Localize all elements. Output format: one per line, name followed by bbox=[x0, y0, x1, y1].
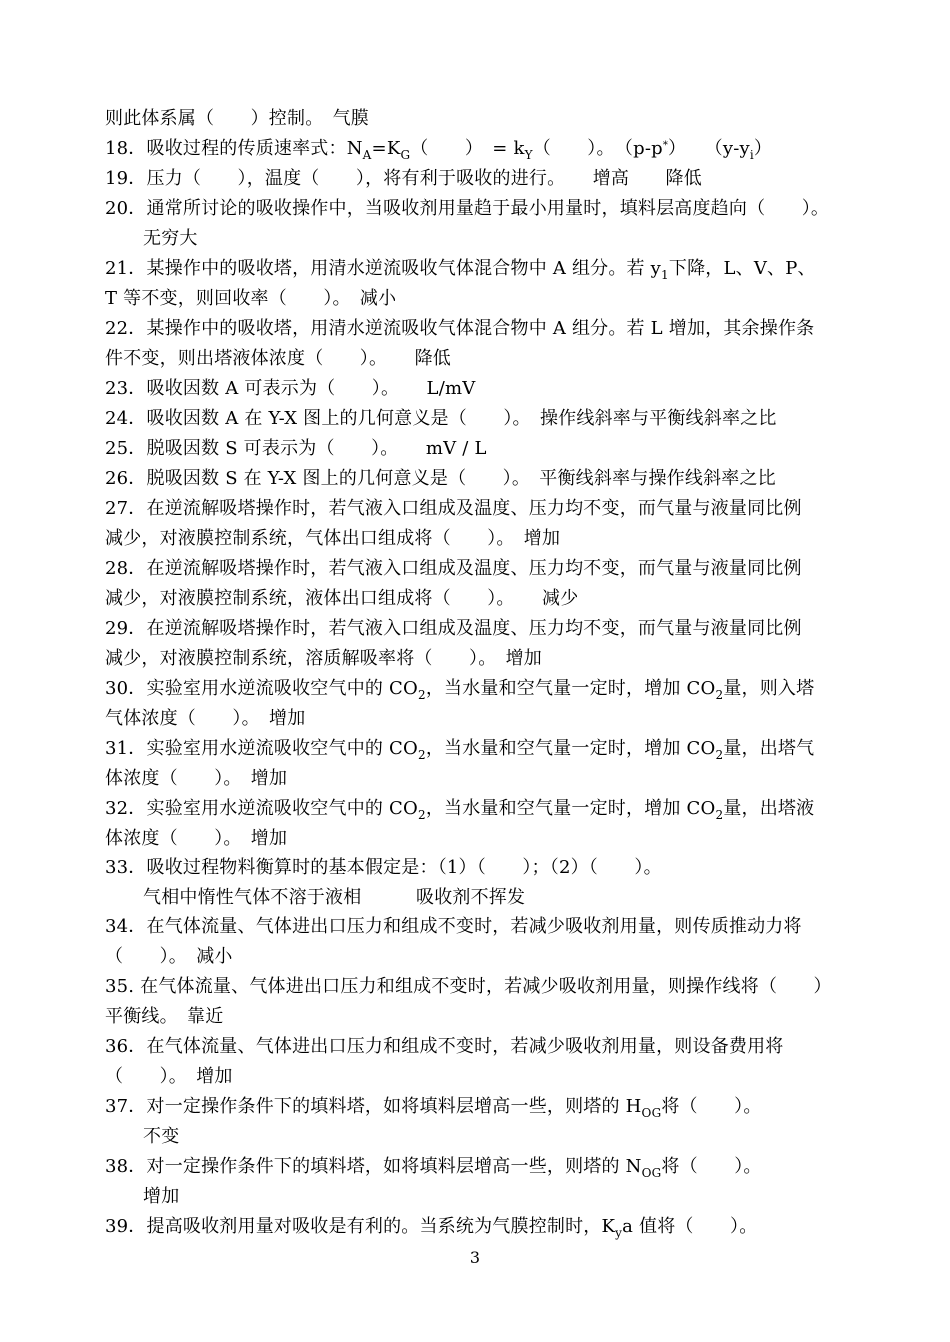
question-20: 20．通常所讨论的吸收操作中，当吸收剂用量趋于最小用量时，填料层高度趋向（ ）。 bbox=[105, 198, 830, 219]
text-run: （ ） = k bbox=[410, 138, 525, 159]
text-run: 21．某操作中的吸收塔，用清水逆流吸收气体混合物中 A 组分。若 y bbox=[105, 258, 662, 279]
answer-33: 气相中惰性气体不溶于液相 吸收剂不挥发 bbox=[143, 887, 526, 908]
question-35: 35. 在气体流量、气体进出口压力和组成不变时，若减少吸收剂用量，则操作线将（ ） bbox=[105, 976, 832, 997]
subscript: 2 bbox=[417, 688, 426, 702]
answer-37: 不变 bbox=[143, 1126, 180, 1147]
answer-38: 增加 bbox=[143, 1186, 180, 1207]
question-30 bbox=[105, 678, 850, 700]
text-line: 体浓度（ ）。 增加 bbox=[105, 768, 288, 789]
question-39 bbox=[105, 1216, 850, 1238]
subscript: G bbox=[400, 148, 411, 162]
superscript: * bbox=[662, 140, 669, 151]
subscript: y bbox=[615, 1226, 623, 1240]
question-38 bbox=[105, 1156, 850, 1178]
text-line: T 等不变，则回收率（ ）。 减小 bbox=[105, 288, 397, 309]
subscript: 1 bbox=[661, 268, 669, 282]
question-33: 33．吸收过程物料衡算时的基本假定是：（1）（ ）；（2）（ ）。 bbox=[105, 857, 662, 878]
text-run: 将（ ）。 bbox=[661, 1096, 762, 1117]
text-line: 减少，对液膜控制系统，液体出口组成将（ ）。 减少 bbox=[105, 588, 579, 609]
question-37 bbox=[105, 1096, 850, 1118]
subscript: 2 bbox=[715, 688, 724, 702]
text-run: ，当水量和空气量一定时，增加 CO bbox=[425, 738, 716, 759]
subscript: OG bbox=[641, 1166, 662, 1180]
text-run: 37．对一定操作条件下的填料塔，如将填料层增高一些，则塔的 H bbox=[105, 1096, 642, 1117]
text-run: 18．吸收过程的传质速率式：N bbox=[105, 138, 363, 159]
text-run: ，当水量和空气量一定时，增加 CO bbox=[425, 678, 716, 699]
text-run: a 值将（ ）。 bbox=[622, 1216, 758, 1237]
text-line: 件不变，则出塔液体浓度（ ）。 降低 bbox=[105, 348, 451, 369]
subscript: OG bbox=[641, 1106, 662, 1120]
text-run: 量，出塔液 bbox=[723, 798, 815, 819]
text-line: 则此体系属（ ）控制。 气膜 bbox=[105, 108, 369, 129]
text-run: =K bbox=[371, 138, 401, 159]
text-run: 38．对一定操作条件下的填料塔，如将填料层增高一些，则塔的 N bbox=[105, 1156, 642, 1177]
question-19: 19．压力（ ），温度（ ），将有利于吸收的进行。 增高 降低 bbox=[105, 168, 702, 189]
question-18 bbox=[105, 138, 850, 160]
question-36: 36．在气体流量、气体进出口压力和组成不变时，若减少吸收剂用量，则设备费用将 bbox=[105, 1036, 784, 1057]
subscript: 2 bbox=[417, 808, 426, 822]
question-32 bbox=[105, 798, 850, 820]
subscript: 2 bbox=[715, 748, 724, 762]
text-line: 减少，对液膜控制系统，溶质解吸率将（ ）。 增加 bbox=[105, 648, 542, 669]
text-run: ） bbox=[753, 138, 773, 159]
question-26: 26．脱吸因数 S 在 Y-X 图上的几何意义是（ ）。 平衡线斜率与操作线斜率之比 bbox=[105, 468, 776, 489]
text-run: 31．实验室用水逆流吸收空气中的 CO bbox=[105, 738, 418, 759]
text-line: （ ）。 增加 bbox=[105, 1066, 233, 1087]
text-line: 减少，对液膜控制系统，气体出口组成将（ ）。 增加 bbox=[105, 528, 561, 549]
text-run: ） （y-y bbox=[668, 138, 750, 159]
text-line: 平衡线。 靠近 bbox=[105, 1006, 224, 1027]
text-line: 气体浓度（ ）。 增加 bbox=[105, 708, 306, 729]
question-22: 22．某操作中的吸收塔，用清水逆流吸收气体混合物中 A 组分。若 L 增加，其余操作条 bbox=[105, 318, 815, 339]
text-run: ，当水量和空气量一定时，增加 CO bbox=[425, 798, 716, 819]
answer-20: 无穷大 bbox=[143, 228, 198, 249]
question-31 bbox=[105, 738, 850, 760]
question-24: 24．吸收因数 A 在 Y-X 图上的几何意义是（ ）。 操作线斜率与平衡线斜率之比 bbox=[105, 408, 777, 429]
text-line: 体浓度（ ）。 增加 bbox=[105, 828, 288, 849]
text-run: 量，出塔气 bbox=[723, 738, 815, 759]
page-number: 3 bbox=[469, 1248, 481, 1267]
question-23: 23．吸收因数 A 可表示为（ ）。 L/mV bbox=[105, 378, 476, 399]
text-run: 下降，L、V、P、 bbox=[668, 258, 816, 279]
subscript: A bbox=[362, 148, 372, 162]
question-34: 34．在气体流量、气体进出口压力和组成不变时，若减少吸收剂用量，则传质推动力将 bbox=[105, 916, 802, 937]
subscript: 2 bbox=[715, 808, 724, 822]
question-21 bbox=[105, 258, 850, 280]
text-run: 将（ ）。 bbox=[661, 1156, 762, 1177]
text-run: 量，则入塔 bbox=[723, 678, 815, 699]
question-27: 27．在逆流解吸塔操作时，若气液入口组成及温度、压力均不变，而气量与液量同比例 bbox=[105, 498, 802, 519]
question-28: 28．在逆流解吸塔操作时，若气液入口组成及温度、压力均不变，而气量与液量同比例 bbox=[105, 558, 802, 579]
question-25: 25．脱吸因数 S 可表示为（ ）。 mV / L bbox=[105, 438, 487, 459]
text-run: 32．实验室用水逆流吸收空气中的 CO bbox=[105, 798, 418, 819]
question-29: 29．在逆流解吸塔操作时，若气液入口组成及温度、压力均不变，而气量与液量同比例 bbox=[105, 618, 802, 639]
subscript: 2 bbox=[417, 748, 426, 762]
text-run: 39．提高吸收剂用量对吸收是有利的。当系统为气膜控制时，K bbox=[105, 1216, 616, 1237]
text-run: 30．实验室用水逆流吸收空气中的 CO bbox=[105, 678, 418, 699]
text-run: （ ）。 （p-p bbox=[532, 138, 663, 159]
text-line: （ ）。 减小 bbox=[105, 946, 233, 967]
subscript: i bbox=[749, 148, 754, 162]
subscript: Y bbox=[524, 148, 533, 162]
